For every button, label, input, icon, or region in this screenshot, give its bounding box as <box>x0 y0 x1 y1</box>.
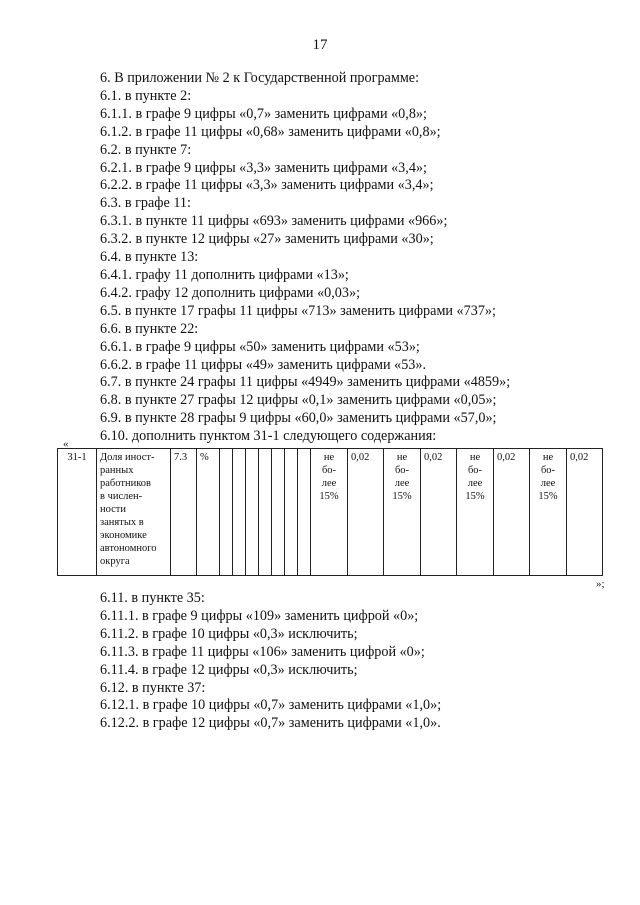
cell-code: 7.3 <box>171 449 197 576</box>
cell-value: 0,02 <box>421 449 457 576</box>
paragraph-line: 6.1.2. в графе 11 цифры «0,68» заменить цифрами «0,8»; <box>100 123 441 140</box>
cell-value: 0,02 <box>348 449 384 576</box>
paragraph-line: 6.12.1. в графе 10 цифры «0,7» заменить цифрами «1,0»; <box>100 697 442 714</box>
paragraph-line: 6.11.2. в графе 10 цифры «0,3» исключить; <box>100 625 358 642</box>
paragraph-line: 6.12.2. в графе 12 цифры «0,7» заменить цифрами «1,0». <box>100 715 441 732</box>
page-number: 17 <box>312 37 328 53</box>
inserted-table-row <box>57 448 603 576</box>
amendments-list-bottom <box>100 590 620 733</box>
name-line: ности <box>100 504 126 515</box>
cell-empty <box>246 449 259 576</box>
cell-empty <box>285 449 298 576</box>
name-line: Доля иност- <box>100 452 155 463</box>
paragraph-line: 6.6.2. в графе 11 цифры «49» заменить цифрами «53». <box>100 356 427 373</box>
cell-limit <box>457 449 494 576</box>
limit-line: лее <box>321 478 337 489</box>
name-line: в числен- <box>100 491 143 502</box>
cell-empty <box>259 449 272 576</box>
paragraph-line: 6.11.1. в графе 9 цифры «109» заменить цифрой «0»; <box>100 607 419 624</box>
paragraph-line: 6.2.2. в графе 11 цифры «3,3» заменить цифрами «3,4»; <box>100 177 434 194</box>
name-line: экономике <box>100 530 147 541</box>
limit-line: лее <box>467 478 483 489</box>
paragraph-line: 6.7. в пункте 24 графы 11 цифры «4949» заменить цифрами «4859»; <box>100 374 511 391</box>
limit-line: лее <box>394 478 410 489</box>
paragraph-line: 6.9. в пункте 28 графы 9 цифры «60,0» заменить цифрами «57,0»; <box>100 410 497 427</box>
amendments-list-top <box>100 70 620 446</box>
cell-value: 0,02 <box>494 449 530 576</box>
paragraph-line: 6.5. в пункте 17 графы 11 цифры «713» заменить цифрами «737»; <box>100 302 496 319</box>
cell-empty <box>272 449 285 576</box>
paragraph-line: 6.12. в пункте 37: <box>100 679 206 696</box>
paragraph-line: 6.2. в пункте 7: <box>100 141 192 158</box>
cell-empty <box>298 449 311 576</box>
paragraph-line: 6.2.1. в графе 9 цифры «3,3» заменить цифрами «3,4»; <box>100 159 427 176</box>
paragraph-line: 6.3. в графе 11: <box>100 195 191 212</box>
closing-quote: »; <box>596 578 605 590</box>
name-line: автономного <box>100 543 157 554</box>
paragraph-line: 6.3.2. в пункте 12 цифры «27» заменить цифрами «30»; <box>100 231 434 248</box>
limit-line: бо- <box>540 465 556 476</box>
cell-limit <box>530 449 567 576</box>
limit-line: лее <box>540 478 556 489</box>
paragraph-line: 6.1. в пункте 2: <box>100 87 192 104</box>
paragraph-line: 6.4.1. графу 11 дополнить цифрами «13»; <box>100 266 349 283</box>
paragraph-line: 6.4. в пункте 13: <box>100 249 199 266</box>
name-line: ранных <box>100 465 134 476</box>
paragraph-line: 6.8. в пункте 27 графы 12 цифры «0,1» заменить цифрами «0,05»; <box>100 392 497 409</box>
table-row <box>58 449 603 576</box>
limit-line: не <box>469 452 481 463</box>
limit-line: 15% <box>392 491 412 502</box>
cell-empty <box>233 449 246 576</box>
cell-empty <box>220 449 233 576</box>
cell-item-number: 31-1 <box>58 449 97 576</box>
paragraph-line: 6.6.1. в графе 9 цифры «50» заменить цифрами «53»; <box>100 338 420 355</box>
cell-limit <box>384 449 421 576</box>
paragraph-line: 6.11.3. в графе 11 цифры «106» заменить цифрой «0»; <box>100 643 425 660</box>
limit-line: не <box>542 452 554 463</box>
limit-line: 15% <box>319 491 339 502</box>
paragraph-line: 6. В приложении № 2 к Государственной программе: <box>100 70 420 86</box>
limit-line: не <box>323 452 335 463</box>
paragraph-line: 6.11. в пункте 35: <box>100 590 205 606</box>
paragraph-line: 6.4.2. графу 12 дополнить цифрами «0,03»; <box>100 284 361 301</box>
name-line: округа <box>100 556 130 567</box>
cell-value: 0,02 <box>567 449 603 576</box>
limit-line: бо- <box>467 465 483 476</box>
limit-line: не <box>396 452 408 463</box>
paragraph-line: 6.6. в пункте 22: <box>100 320 199 337</box>
paragraph-line: 6.11.4. в графе 12 цифры «0,3» исключить; <box>100 661 358 678</box>
name-line: занятых в <box>100 517 144 528</box>
cell-limit <box>311 449 348 576</box>
name-line: работников <box>100 478 151 489</box>
limit-line: 15% <box>538 491 558 502</box>
limit-line: 15% <box>465 491 485 502</box>
paragraph-line: 6.10. дополнить пунктом 31-1 следующего содержания: <box>100 428 437 445</box>
cell-indicator-name <box>97 449 171 576</box>
limit-line: бо- <box>394 465 410 476</box>
limit-line: бо- <box>321 465 337 476</box>
paragraph-line: 6.1.1. в графе 9 цифры «0,7» заменить цифрами «0,8»; <box>100 105 427 122</box>
cell-unit: % <box>197 449 220 576</box>
paragraph-line: 6.3.1. в пункте 11 цифры «693» заменить цифрами «966»; <box>100 213 448 230</box>
opening-quote: « <box>63 438 69 450</box>
